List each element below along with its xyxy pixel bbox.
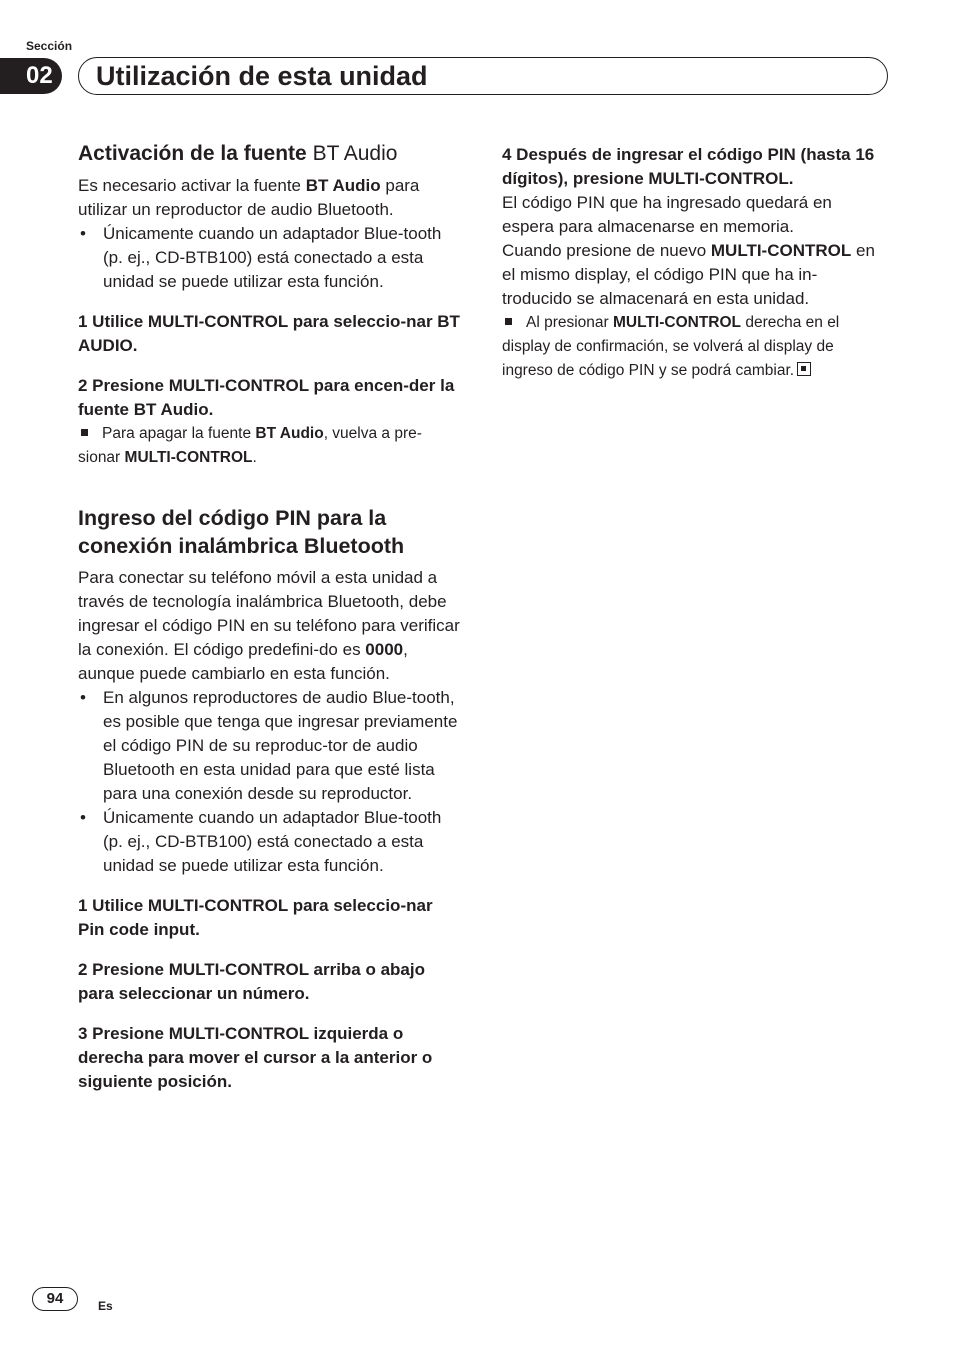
pin-step-4-para-1: El código PIN que ha ingresado quedará en espera para almacenarse en memoria. (502, 193, 832, 236)
para2-pre: Cuando presione de nuevo (502, 241, 711, 260)
section-label: Sección (26, 39, 73, 53)
heading-light-part: BT Audio (312, 142, 398, 165)
section-heading-bt-audio (78, 140, 463, 168)
pin-intro-pre: Para conectar su teléfono móvil a esta unidad a través de tecnología inalámbrica Bluetooth, debe ingresar el código PIN en su teléfono para verificar la conexión. El código predefini-do es (78, 568, 460, 659)
page-number: 94 (32, 1287, 78, 1311)
note-text-pre: Para apagar la fuente (102, 425, 256, 442)
pin-intro (78, 566, 463, 686)
heading-bold-part: Activación de la fuente (78, 142, 307, 165)
note-post: derecha en el display de confirmación, se volverá al display de ingreso de código PIN y se podrá cambiar. (502, 314, 840, 379)
pin-intro-bold: 0000 (365, 640, 404, 659)
pin-bullet-1: • En algunos reproductores de audio Blue-tooth, es posible que tenga que ingresar previamente el código PIN de su reproduc-tor de audio Bluetooth en esta unidad para que esté lista para una conexión desde su reproductor. (78, 686, 463, 806)
bt-audio-note (78, 422, 463, 470)
pin-step-4-para-2 (502, 239, 882, 311)
bt-audio-step-1: 1 Utilice MULTI-CONTROL para seleccio-nar BT AUDIO. (78, 312, 460, 355)
left-column (78, 140, 463, 1094)
note-text-bold1: BT Audio (255, 425, 324, 442)
bt-audio-intro (78, 174, 463, 222)
end-of-section-icon (797, 362, 811, 376)
para2-post: en el mismo display, el código PIN que ha in-troducido se almacenará en esta unidad. (502, 241, 875, 308)
right-column (502, 143, 882, 383)
section-heading-pin: Ingreso del código PIN para la conexión inalámbrica Bluetooth (78, 506, 405, 558)
intro-text-bold: BT Audio (305, 176, 381, 195)
section-number-badge: 02 (0, 58, 62, 94)
note-bold: MULTI-CONTROL (613, 314, 742, 331)
note-square-icon (81, 429, 88, 436)
pin-step-4-note (502, 311, 882, 383)
pin-bullet-2: • Únicamente cuando un adaptador Blue-tooth (p. ej., CD-BTB100) está conectado a esta unidad se puede utilizar esta función. (78, 806, 463, 878)
intro-text-pre: Es necesario activar la fuente (78, 176, 306, 195)
note-pre: Al presionar (526, 314, 614, 331)
intro-text-post: para utilizar un reproductor de audio Bluetooth. (78, 176, 420, 219)
page-title: Utilización de esta unidad (96, 61, 428, 91)
pin-step-4: 4 Después de ingresar el código PIN (hasta 16 dígitos), presione MULTI-CONTROL. (502, 145, 875, 188)
note-square-icon (505, 318, 512, 325)
bt-audio-bullet: • Únicamente cuando un adaptador Blue-tooth (p. ej., CD-BTB100) está conectado a esta unidad se puede utilizar esta función. (78, 222, 463, 294)
pin-step-3: 3 Presione MULTI-CONTROL izquierda o derecha para mover el cursor a la anterior o siguiente posición. (78, 1024, 433, 1091)
note-text-bold2: MULTI-CONTROL (124, 449, 253, 466)
pin-step-1: 1 Utilice MULTI-CONTROL para seleccio-nar Pin code input. (78, 896, 433, 939)
language-code: Es (98, 1299, 113, 1313)
bt-audio-step-2: 2 Presione MULTI-CONTROL para encen-der la fuente BT Audio. (78, 376, 455, 419)
pin-intro-post: , aunque puede cambiarlo en esta función. (78, 640, 408, 683)
para2-bold: MULTI-CONTROL (710, 241, 852, 260)
note-text-post: . (252, 449, 257, 466)
note-text-mid: , vuelva a pre-sionar (78, 425, 422, 466)
pin-step-2: 2 Presione MULTI-CONTROL arriba o abajo para seleccionar un número. (78, 960, 425, 1003)
